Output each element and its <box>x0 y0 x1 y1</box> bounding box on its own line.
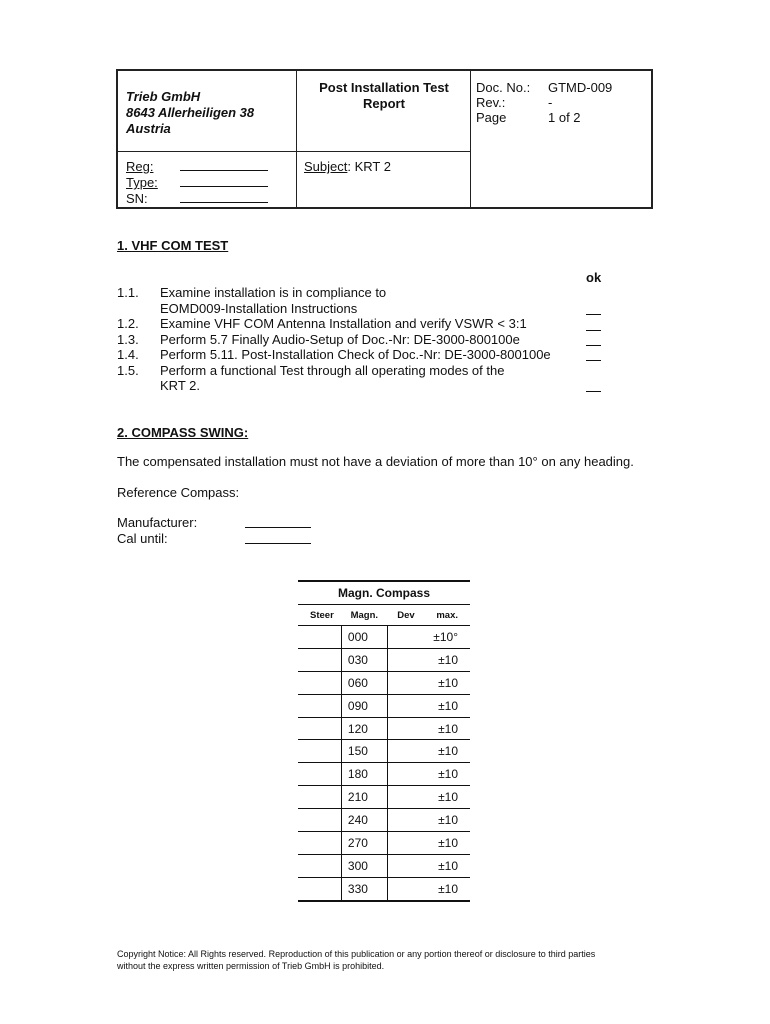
document-title: Post Installation Test Report <box>319 80 449 111</box>
table-row <box>298 626 470 649</box>
ok-column-header: ok <box>586 270 602 285</box>
magn-cell: 210 <box>341 786 387 809</box>
checklist-item: 1.2. Examine VHF COM Antenna Installation and verify VSWR < 3:1 <box>117 316 527 331</box>
document-meta: Doc. No.: GTMD-009 Rev.: - Page 1 of 2 <box>476 80 613 125</box>
max-cell: ±10 <box>387 694 470 717</box>
magn-cell: 150 <box>341 740 387 763</box>
section-heading-vhf: 1. VHF COM TEST <box>117 238 229 253</box>
reg-field[interactable] <box>180 159 268 171</box>
steer-cell[interactable] <box>298 626 341 649</box>
document-header <box>116 69 653 209</box>
ok-checkbox-1-3[interactable] <box>586 345 601 346</box>
manufacturer-field[interactable] <box>245 516 311 528</box>
doc-number: GTMD-009 <box>548 80 613 95</box>
table-row <box>298 671 470 694</box>
magn-cell: 120 <box>341 717 387 740</box>
max-cell: ±10 <box>387 877 470 900</box>
compass-table <box>298 580 470 902</box>
magn-cell: 030 <box>341 648 387 671</box>
sn-field[interactable] <box>180 191 268 203</box>
manufacturer-label: Manufacturer: <box>117 515 198 530</box>
table-row <box>298 717 470 740</box>
magn-cell: 300 <box>341 854 387 877</box>
magn-cell: 180 <box>341 763 387 786</box>
ok-checkbox-1-2[interactable] <box>586 330 601 331</box>
magn-cell: 000 <box>341 626 387 649</box>
checklist-item: 1.3. Perform 5.7 Finally Audio-Setup of Doc.-Nr: DE-3000-800100e <box>117 331 520 347</box>
max-cell: ±10 <box>387 671 470 694</box>
steer-cell[interactable] <box>298 786 341 809</box>
magn-cell: 240 <box>341 809 387 832</box>
max-cell: ±10 <box>387 854 470 877</box>
steer-cell[interactable] <box>298 832 341 855</box>
copyright-notice: Copyright Notice: All Rights reserved. Reproduction of this publication or any portion thereof or disclosure to third parties without the express written permission of Trieb GmbH is prohibited. <box>117 949 596 971</box>
table-row <box>298 763 470 786</box>
max-cell: ±10 <box>387 832 470 855</box>
compass-table-title: Magn. Compass <box>298 581 470 605</box>
checklist-item: 1.4. Perform 5.11. Post-Installation Check of Doc.-Nr: DE-3000-800100e <box>117 347 551 362</box>
steer-cell[interactable] <box>298 877 341 900</box>
max-cell: ±10° <box>387 626 470 649</box>
section-heading-compass: 2. COMPASS SWING: <box>117 425 249 440</box>
column-header-steer: Steer <box>298 605 341 626</box>
aircraft-identification: Reg: Type: SN: <box>126 159 268 207</box>
max-cell: ±10 <box>387 786 470 809</box>
max-cell: ±10 <box>387 809 470 832</box>
page-number: 1 of 2 <box>548 110 581 125</box>
compass-table-body <box>298 626 470 901</box>
table-row <box>298 740 470 763</box>
header-divider <box>118 151 470 152</box>
ok-checkbox-1-4[interactable] <box>586 360 601 361</box>
steer-cell[interactable] <box>298 763 341 786</box>
steer-cell[interactable] <box>298 694 341 717</box>
table-row <box>298 786 470 809</box>
subject: Subject: KRT 2 <box>304 159 391 174</box>
table-row <box>298 854 470 877</box>
column-header-dev-max: Dev max. <box>387 605 470 626</box>
steer-cell[interactable] <box>298 740 341 763</box>
steer-cell[interactable] <box>298 717 341 740</box>
table-row <box>298 877 470 900</box>
cal-until-field[interactable] <box>245 532 311 544</box>
ok-checkbox-1-5[interactable] <box>586 391 601 392</box>
vhf-checklist <box>117 285 597 394</box>
compass-requirement: The compensated installation must not have a deviation of more than 10° on any heading. <box>117 454 634 469</box>
max-cell: ±10 <box>387 763 470 786</box>
column-header-magn: Magn. <box>341 605 387 626</box>
checklist-item: 1.1. Examine installation is in compliance to <box>117 285 387 300</box>
max-cell: ±10 <box>387 648 470 671</box>
table-row <box>298 648 470 671</box>
magn-cell: 330 <box>341 877 387 900</box>
checklist-item: EOMD009-Installation Instructions <box>160 300 358 316</box>
type-field[interactable] <box>180 175 268 187</box>
cal-until-label: Cal until: <box>117 531 168 546</box>
checklist-item: KRT 2. <box>160 378 200 393</box>
header-divider <box>296 71 297 207</box>
checklist-item: 1.5. Perform a functional Test through all operating modes of the <box>117 362 505 378</box>
reference-compass-label: Reference Compass: <box>117 485 240 500</box>
ok-checkbox-1-1[interactable] <box>586 314 601 315</box>
magn-cell: 060 <box>341 671 387 694</box>
table-row <box>298 809 470 832</box>
revision: - <box>548 95 553 110</box>
max-cell: ±10 <box>387 740 470 763</box>
steer-cell[interactable] <box>298 671 341 694</box>
steer-cell[interactable] <box>298 809 341 832</box>
table-row <box>298 694 470 717</box>
company-address: Trieb GmbH 8643 Allerheiligen 38 Austria <box>126 89 255 136</box>
max-cell: ±10 <box>387 717 470 740</box>
magn-cell: 270 <box>341 832 387 855</box>
header-divider <box>470 71 471 207</box>
magn-cell: 090 <box>341 694 387 717</box>
steer-cell[interactable] <box>298 648 341 671</box>
table-row <box>298 832 470 855</box>
steer-cell[interactable] <box>298 854 341 877</box>
